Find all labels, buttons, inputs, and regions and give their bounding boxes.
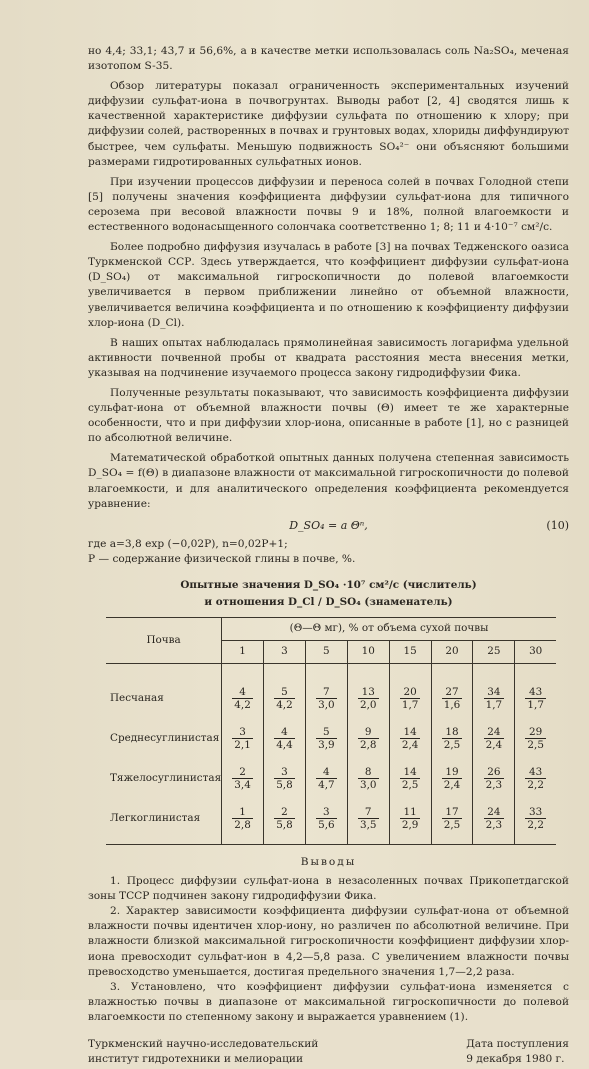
fraction <box>316 686 337 711</box>
conclusion-item: 3. Установлено, что коэффициент диффузии сульфат-иона изменяется с влажностью почвы в диапазоне от максимальной гигроскопичности до полевой влагоемкости по степенному закону и выражается уравнением (1). <box>88 980 569 1023</box>
denominator-value: 2,9 <box>401 819 419 831</box>
numerator-value: 24 <box>487 806 501 818</box>
fraction <box>358 686 379 711</box>
denominator-value: 1,7 <box>527 699 544 711</box>
denominator-value: 2,5 <box>443 819 461 831</box>
column-header: 1 <box>222 641 264 664</box>
numerator-value: 2 <box>281 806 288 818</box>
denominator-value: 3,0 <box>359 779 377 791</box>
fraction <box>525 686 546 711</box>
numerator-value: 3 <box>239 726 246 738</box>
paragraph: При изучении процессов диффузии и переноса солей в почвах Голодной степи [5] получены значения коэффициента диффузии сульфат-иона для типичного сероземa при весовой влажности почвы 9 и 18%, полной влагоемкости и естественного водонасыщенного солончака соответственно 1; 8; 11 и 4·10⁻⁷ см²/с. <box>88 175 569 234</box>
fraction <box>442 766 463 791</box>
numerator-value: 3 <box>323 806 330 818</box>
soil-name: Среднесуглинистая <box>106 718 222 758</box>
table-cell <box>515 718 556 758</box>
table-cell <box>473 718 515 758</box>
institute-name: Туркменский научно-исследовательский институт гидротехники и мелиорации <box>88 1038 319 1066</box>
fraction <box>484 726 505 751</box>
moisture-group-header: (Θ—Θ мг), % от объема сухой почвы <box>222 618 556 641</box>
paragraph: но 4,4; 33,1; 43,7 и 56,6%, а в качестве метки использовалась соль Na₂SO₄, меченая изотопом S-35. <box>88 45 569 73</box>
denominator-value: 2,5 <box>401 779 419 791</box>
formula-note: где a=3,8 exp (−0,02P), n=0,02P+1; <box>88 537 288 550</box>
received-date: 9 декабря 1980 г. <box>466 1053 565 1066</box>
numerator-value: 7 <box>364 806 372 818</box>
denominator-value: 4,7 <box>318 779 335 791</box>
equation <box>88 518 569 533</box>
table-cell <box>347 718 389 758</box>
table-row <box>106 664 556 719</box>
fraction <box>358 766 379 791</box>
table-body <box>106 664 556 845</box>
numerator-value: 24 <box>487 726 501 738</box>
body-text <box>88 44 569 1069</box>
fraction <box>525 806 546 831</box>
table-title <box>88 577 569 611</box>
fraction <box>274 686 295 711</box>
numerator-value: 7 <box>323 686 330 698</box>
denominator-value: 2,1 <box>234 739 251 751</box>
column-header: 15 <box>389 641 431 664</box>
table-cell <box>431 758 473 798</box>
table-cell <box>347 664 389 719</box>
denominator-value: 2,4 <box>443 779 461 791</box>
table-cell <box>389 798 431 845</box>
equation-text: D_SO₄ = a Θⁿ, <box>289 518 368 532</box>
denominator-value: 2,8 <box>359 739 377 751</box>
table-row <box>106 758 556 798</box>
denominator-value: 1,6 <box>443 699 461 711</box>
denominator-value: 2,8 <box>234 819 251 831</box>
denominator-value: 2,4 <box>485 739 503 751</box>
numerator-value: 19 <box>445 766 459 778</box>
numerator-value: 27 <box>445 686 459 698</box>
fraction <box>274 766 295 791</box>
numerator-value: 14 <box>403 766 417 778</box>
data-table <box>106 617 556 845</box>
denominator-value: 3,5 <box>359 819 377 831</box>
table-cell <box>389 758 431 798</box>
fraction <box>442 686 463 711</box>
denominator-value: 2,5 <box>443 739 461 751</box>
numerator-value: 3 <box>281 766 288 778</box>
fraction <box>316 806 337 831</box>
column-header: 25 <box>473 641 515 664</box>
soil-column-header: Почва <box>106 618 222 664</box>
table-cell <box>431 798 473 845</box>
denominator-value: 2,4 <box>401 739 419 751</box>
numerator-value: 5 <box>281 686 288 698</box>
fraction <box>400 766 421 791</box>
fraction <box>400 806 421 831</box>
table-cell <box>222 664 264 719</box>
numerator-value: 4 <box>239 686 246 698</box>
numerator-value: 13 <box>361 686 375 698</box>
numerator-value: 8 <box>364 766 372 778</box>
denominator-value: 2,2 <box>527 779 544 791</box>
table-cell <box>305 798 347 845</box>
table-title-line: Опытные значения D_SO₄ ·10⁷ см²/с (числитель) <box>180 579 477 591</box>
numerator-value: 43 <box>529 686 543 698</box>
table-cell <box>389 664 431 719</box>
fraction <box>525 766 546 791</box>
fraction <box>316 766 337 791</box>
fraction <box>358 806 379 831</box>
fraction <box>232 806 253 831</box>
paragraph: Более подробно диффузия изучалась в работе [3] на почвах Теджeнского оазиса Туркменской ССР. Здесь утверждается, что коэффициент диффузии сульфат-иона (D_SO₄) от максимальной гигроскопичности до полевой влагоемкости увеличивается в первом приближении линейно от объемной влажности, увеличивается величина коэффициента и по отношению к коэффициенту диффузии хлор-иона (D_Cl). <box>88 241 569 329</box>
column-header: 20 <box>431 641 473 664</box>
fraction <box>358 726 379 751</box>
table-cell <box>305 664 347 719</box>
conclusion-item: 1. Процесс диффузии сульфат-иона в незасоленных почвах Прикопетдагской зоны ТССР подчинен закону гидродиффузии Фика. <box>88 875 569 903</box>
received-block <box>466 1037 569 1067</box>
denominator-value: 3,9 <box>318 739 335 751</box>
fraction <box>400 686 421 711</box>
column-header: 3 <box>264 641 306 664</box>
table-row <box>106 798 556 845</box>
fraction <box>442 806 463 831</box>
numerator-value: 2 <box>239 766 246 778</box>
fraction <box>484 686 505 711</box>
numerator-value: 4 <box>281 726 288 738</box>
denominator-value: 2,3 <box>485 819 503 831</box>
table-cell <box>264 718 306 758</box>
numerator-value: 9 <box>364 726 372 738</box>
equation-number: (10) <box>546 518 569 532</box>
table-cell <box>515 758 556 798</box>
fraction <box>274 726 295 751</box>
table-cell <box>264 758 306 798</box>
numerator-value: 17 <box>445 806 459 818</box>
denominator-value: 2,5 <box>527 739 544 751</box>
soil-name: Тяжелосуглинистая <box>106 758 222 798</box>
table-cell <box>515 664 556 719</box>
table-cell <box>473 758 515 798</box>
column-header: 10 <box>347 641 389 664</box>
fraction <box>484 766 505 791</box>
table-cell <box>222 718 264 758</box>
table-cell <box>473 664 515 719</box>
numerator-value: 4 <box>323 766 330 778</box>
numerator-value: 43 <box>529 766 543 778</box>
denominator-value: 2,0 <box>359 699 377 711</box>
fraction <box>442 726 463 751</box>
fraction <box>484 806 505 831</box>
column-header: 30 <box>515 641 556 664</box>
denominator-value: 5,8 <box>276 819 293 831</box>
table-row <box>106 718 556 758</box>
numerator-value: 29 <box>529 726 543 738</box>
paragraph: Математической обработкой опытных данных получена степенная зависимость D_SO₄ = f(Θ) в диапазоне влажности от максимальной гигроскопичности до полевой влагоемкости, и для аналитического определения коэффициента рекомендуется уравнение: <box>88 452 569 510</box>
paragraph: Полученные результаты показывают, что зависимость коэффициента диффузии сульфат-иона от объемной влажности почвы (Θ) имеет те же характерные особенности, что и при диффузии хлор-иона, описанные в работе [1], но с разницей по абсолютной величине. <box>88 386 569 445</box>
table-cell <box>222 758 264 798</box>
table-title-line: и отношения D_Cl / D_SO₄ (знаменатель) <box>204 596 453 608</box>
table-cell <box>389 718 431 758</box>
table-cell <box>264 664 306 719</box>
fraction <box>400 726 421 751</box>
denominator-value: 5,6 <box>318 819 335 831</box>
table-cell <box>431 718 473 758</box>
numerator-value: 11 <box>403 806 417 818</box>
fraction <box>232 766 253 791</box>
table-cell <box>305 758 347 798</box>
table-cell <box>305 718 347 758</box>
numerator-value: 26 <box>487 766 501 778</box>
denominator-value: 3,0 <box>318 699 335 711</box>
soil-name: Легкоглинистая <box>106 798 222 845</box>
table-cell <box>347 758 389 798</box>
table-cell <box>431 664 473 719</box>
denominator-value: 1,7 <box>485 699 503 711</box>
column-header: 5 <box>305 641 347 664</box>
footer <box>88 1037 569 1069</box>
fraction <box>316 726 337 751</box>
denominator-value: 3,4 <box>234 779 251 791</box>
table-cell <box>515 798 556 845</box>
denominator-value: 4,2 <box>234 699 251 711</box>
fraction <box>232 726 253 751</box>
denominator-value: 5,8 <box>276 779 293 791</box>
numerator-value: 20 <box>403 686 417 698</box>
numerator-value: 1 <box>239 806 246 818</box>
fraction <box>525 726 546 751</box>
conclusion-item: 2. Характер зависимости коэффициента диффузии сульфат-иона от объемной влажности почвы идентичен хлор-иону, но различен по абсолютной величине. При влажности близкой максимальной гигроскопичности коэффициент диффузии хлор-иона превосходит сульфат-ион в 4,2—5,8 раза. С увеличением влажности почвы превосходство уменьшается, достигая предельного значения 1,7—2,2 раза. <box>88 905 569 978</box>
formula-note: P — содержание физической глины в почве, %. <box>88 552 356 565</box>
denominator-value: 4,2 <box>276 699 293 711</box>
soil-name: Песчаная <box>106 664 222 719</box>
conclusions-heading: Выводы <box>300 856 357 868</box>
numerator-value: 33 <box>529 806 543 818</box>
denominator-value: 2,3 <box>485 779 503 791</box>
table-cell <box>222 798 264 845</box>
numerator-value: 14 <box>403 726 417 738</box>
numerator-value: 18 <box>445 726 459 738</box>
fraction <box>232 686 253 711</box>
denominator-value: 4,4 <box>276 739 293 751</box>
table-cell <box>347 798 389 845</box>
numerator-value: 34 <box>487 686 501 698</box>
fraction <box>274 806 295 831</box>
received-label: Дата поступления <box>466 1038 569 1051</box>
numerator-value: 5 <box>323 726 330 738</box>
table-cell <box>473 798 515 845</box>
denominator-value: 2,2 <box>527 819 544 831</box>
table-cell <box>264 798 306 845</box>
paragraph: Обзор литературы показал ограниченность экспериментальных изучений диффузии сульфат-иона в почвогрунтах. Выводы работ [2, 4] сводятся лишь к качественной характеристике диффузии сульфата по отношению к хлору; при диффузии солей, растворенных в почвах и грунтовых водах, хлориды диффундируют быстрее, чем сульфаты. Меньшую подвижность SO₄²⁻ они объясняют большими размерами гидротированных сульфатных ионов. <box>88 80 569 168</box>
paragraph: В наших опытах наблюдалась прямолинейная зависимость логарифма удельной активности почвенной пробы от квадрата расстояния места внесения метки, указывая на подчинение изучаемого процесса закону гидродиффузии Фика. <box>88 336 569 379</box>
denominator-value: 1,7 <box>401 699 419 711</box>
